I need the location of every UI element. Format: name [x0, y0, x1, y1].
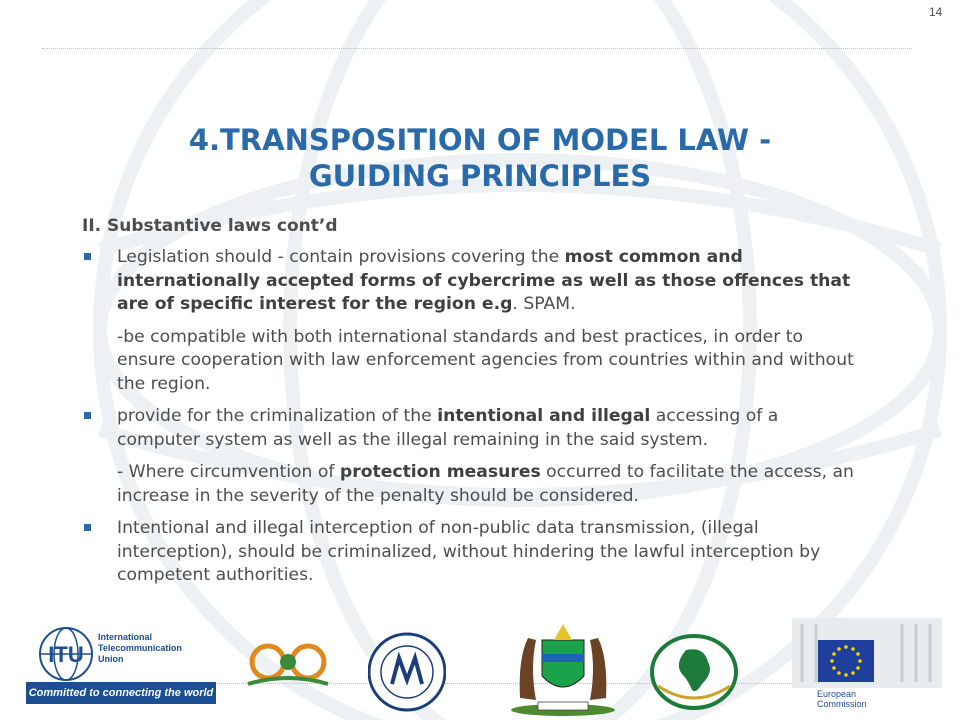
european-commission-logo: [792, 618, 942, 714]
title-line-2: GUIDING PRINCIPLES: [308, 159, 652, 193]
sub-paragraph-2: - Where circumvention of protection measures occurred to facilitate the access, an increase in the severity of the penalty should be considered.: [117, 462, 854, 506]
sadc-seal-logo: [368, 628, 446, 714]
top-divider: [42, 48, 912, 49]
square-bullet-icon: [84, 524, 91, 531]
square-bullet-icon: [84, 253, 91, 260]
regional-organisation-logo: [238, 632, 338, 694]
african-union-emblem: [648, 632, 740, 712]
bullet-item-3: Intentional and illegal interception of non-public data transmission, (illegal interception), should be criminalized, without hindering the lawful interception by competent authorities.: [84, 517, 854, 588]
tanzania-coat-of-arms: [508, 618, 618, 718]
section-subheading: II. Substantive laws cont’d: [82, 216, 338, 236]
svg-text:ITU: ITU: [48, 642, 84, 667]
title-line-1: 4.TRANSPOSITION OF MODEL LAW -: [188, 123, 772, 157]
bullet-item-1: Legislation should - contain provisions covering the most common and internationally accepted forms of cybercrime as well as those offences that are of specific interest for the region e.g. SPAM.: [84, 246, 854, 317]
bullet-item-2: provide for the criminalization of the intentional and illegal accessing of a computer system as well as the illegal remaining in the said system.: [84, 405, 854, 452]
slide-title: [130, 122, 830, 194]
svg-text:International: International: [98, 632, 153, 642]
sub-paragraph-1: -be compatible with both international standards and best practices, in order to ensure cooperation with law enforcement agencies from countries within and without the region.: [117, 326, 854, 394]
svg-text:Union: Union: [98, 654, 124, 664]
page-number: 14: [929, 5, 943, 19]
slide-body: [84, 246, 854, 588]
european-commission-label: European Commission: [817, 689, 867, 709]
itu-tagline: Committed to connecting the world: [26, 682, 216, 704]
square-bullet-icon: [84, 412, 91, 419]
itu-logo: [26, 624, 218, 710]
itu-globe-icon: [26, 624, 218, 684]
svg-text:Telecommunication: Telecommunication: [98, 643, 182, 653]
